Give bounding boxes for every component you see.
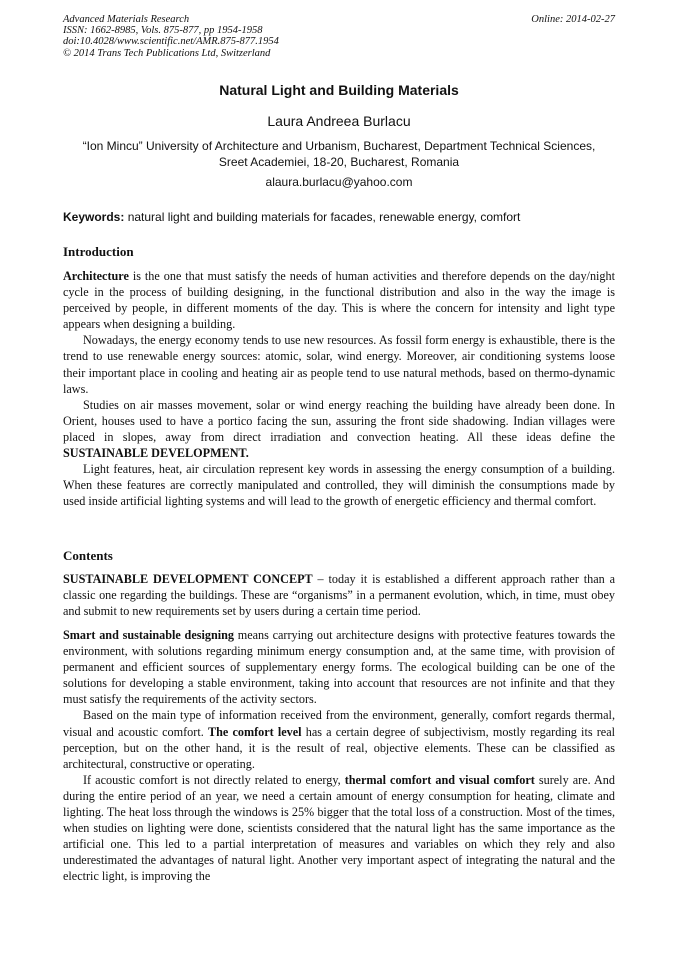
contents-p3-bold: The comfort level	[207, 724, 302, 739]
paper-title: Natural Light and Building Materials	[219, 82, 459, 98]
keywords	[63, 210, 615, 224]
contents-p1-text: – today it is established a different approach rather than a classic one regarding the buildings. These are “organisms” in a permanent evolution, which, in time, must obey and submit to new requirements set by users during a certain time period.	[63, 572, 615, 619]
introduction-body	[63, 268, 615, 509]
contents-paragraph-1	[63, 571, 615, 619]
keywords-label: Keywords:	[63, 210, 125, 224]
keywords-text: natural light and building materials for facades, renewable energy, comfort	[124, 210, 521, 224]
intro-p3-bold: SUSTAINABLE DEVELOPMENT.	[63, 446, 249, 461]
contents-p2-bold: Smart and sustainable designing	[63, 628, 234, 642]
journal-name: Advanced Materials Research	[63, 14, 190, 25]
doi-line: doi:10.4028/www.scientific.net/AMR.875-877.1954	[63, 36, 279, 48]
online-date: Online: 2014-02-27	[531, 14, 615, 25]
intro-p1-bold: Architecture	[63, 269, 129, 283]
contents-heading: Contents	[63, 548, 113, 563]
author-email: alaura.burlacu@yahoo.com	[265, 175, 413, 189]
intro-p3-text: Studies on air masses movement, solar or wind energy reaching the building have already been done. In Orient, houses used to have a portico facing the sun, assuring the front side shadowing. Indian villages were placed in slopes, away from direct irradiation and convection heating. All these ideas define the	[63, 397, 615, 444]
contents-body	[63, 627, 615, 885]
contents-paragraph-4	[63, 772, 615, 885]
contents-paragraph-2	[63, 627, 615, 707]
issn-line: ISSN: 1662-8985, Vols. 875-877, pp 1954-1958	[63, 25, 263, 37]
affiliation-line-2: Sreet Academiei, 18-20, Bucharest, Romania	[218, 155, 460, 169]
contents-p4-a: If acoustic comfort is not directly related to energy,	[83, 772, 345, 787]
intro-paragraph-1	[63, 268, 615, 332]
introduction-heading: Introduction	[63, 244, 134, 259]
contents-p4-bold: thermal comfort and visual comfort	[344, 772, 535, 787]
intro-paragraph-3	[63, 397, 615, 461]
intro-paragraph-2: Nowadays, the energy economy tends to use new resources. As fossil form energy is exhaustible, there is the trend to use renewable energy sources: atomic, solar, wind energy. Moreover, air conditioning systems loose their important place in cooling and heating air as people tend to use natural methods, based on thermo-dynamic laws.	[63, 333, 615, 396]
contents-p4-b: surely are. And during the entire period of an year, we need a certain amount of energy consumption for heating, climate and lighting. The heat loss through the windows is 25% bigger that the total loss of a construction. Most of the times, when studies on lighting were done, scientists considered that the natural light has the same importance as the artificial one. This led to a partial interpretation of measures and variables on which they rely and also underestimated the advantages of natural light. Another very important aspect of integrating the natural and the electric light, is improving the	[63, 772, 615, 884]
affiliation-line-1: “Ion Mincu” University of Architecture and Urbanism, Bucharest, Department Technical Sciences,	[82, 139, 596, 153]
copyright-line: © 2014 Trans Tech Publications Ltd, Switzerland	[63, 47, 271, 59]
contents-p3-a: Based on the main type of information received from the environment, generally, comfort regards thermal, visual and acoustic comfort.	[63, 708, 615, 739]
contents-p3-b: has a certain degree of subjectivism, mostly regarding its real perception, but on the other hand, it is the result of real, objective elements. These can be classified as architectural, constructive or operating.	[63, 724, 616, 771]
journal-header	[63, 14, 615, 59]
contents-p2-text: means carrying out architecture designs with protective features towards the environment, with solutions regarding minimum energy consumption and, at the same time, with provision of permanent and efficient sources of supplementary energy forms. The ecological building can be one of the solutions for developing a stable environment, taking into account that resources are not infinite and that they must satisfy the requirements of the activity sectors.	[63, 628, 615, 707]
contents-p1-bold: SUSTAINABLE DEVELOPMENT CONCEPT	[63, 572, 313, 586]
intro-p1-text: is the one that must satisfy the needs of human activities and therefore depends on the day/night cycle in the process of building designing, in the functional distribution and also in the way the image is perceived by people, in different moments of the day. This is where the concern for intensity and light type appears when designing a building.	[63, 269, 615, 332]
author-name: Laura Andreea Burlacu	[267, 113, 411, 129]
contents-paragraph-3	[63, 707, 615, 771]
affiliation	[63, 138, 615, 170]
intro-paragraph-4: Light features, heat, air circulation represent key words in assessing the energy consumption of a building. When these features are correctly manipulated and controlled, they will diminish the consumptions made by used inside artificial lighting systems and will lead to the growth of energetic efficiency and thermal comfort.	[63, 462, 615, 509]
